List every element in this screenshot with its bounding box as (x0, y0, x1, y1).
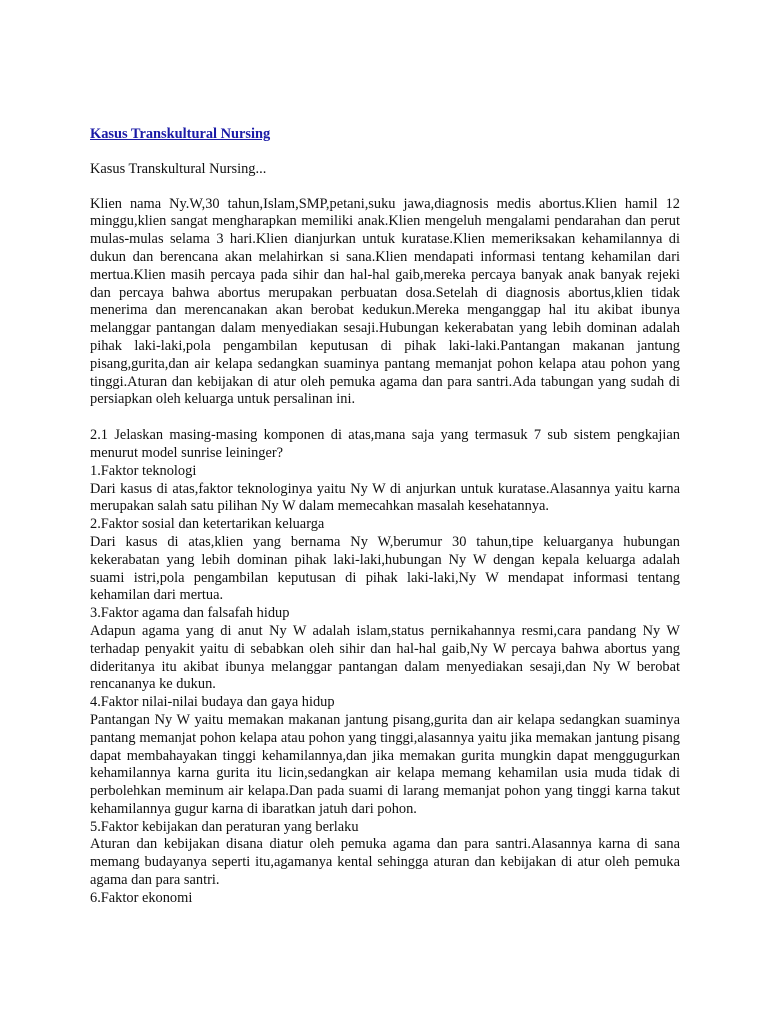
factor-section-3 (90, 605, 680, 694)
case-paragraph: Klien nama Ny.W,30 tahun,Islam,SMP,petani,suku jawa,diagnosis medis abortus.Klien hamil 12 minggu,klien sangat mengharapkan memiliki anak.Klien mengeluh mengalami pendarahan dan perut mulas-mulas selama 3 hari.Klien dianjurkan untuk kuratase.Klien memeriksakan kehamilannya di dukun dan berencana akan melahirkan si sana.Klien mendapati informasi tentang kehamilan dari mertua.Klien masih percaya pada sihir dan hal-hal gaib,mereka percaya banyak anak banyak rejeki dan percaya bahwa abortus merupakan perbuatan dosa.Setelah di diagnosis abortus,klien tidak menerima dan merencanakan akan berobat kedukun.Mereka menganggap hal itu akibat ibunya melanggar pantangan dalam menyediakan sesaji.Hubungan kekerabatan yang lebih dominan adalah pihak laki-laki,pola pengambilan keputusan di pihak laki-laki.Pantangan makanan jantung pisang,gurita,dan air kelapa sedangkan suaminya pantang memanjat pohon kelapa atau pohon yang tinggi.Aturan dan kebijakan di atur oleh pemuka agama dan para santri.Ada tabungan yang sudah di persiapkan oleh keluarga untuk persalinan ini. (90, 195, 680, 408)
factor-heading: 6.Faktor ekonomi (90, 889, 193, 906)
factor-heading: 3.Faktor agama dan falsafah hidup (90, 605, 290, 622)
factor-text: Aturan dan kebijakan disana diatur oleh pemuka agama dan para santri.Alasannya karna di sana memang budayanya seperti itu,agamanya kental sehingga aturan dan kebijakan di atur oleh pemuka agama dan para santri. (90, 836, 680, 889)
question-paragraph: 2.1 Jelaskan masing-masing komponen di atas,mana saja yang termasuk 7 sub sistem pengkajian menurut model sunrise leininger? (90, 427, 680, 461)
factor-section-5 (90, 819, 680, 890)
factor-heading: 5.Faktor kebijakan dan peraturan yang berlaku (90, 818, 359, 835)
factor-text: Dari kasus di atas,klien yang bernama Ny W,berumur 30 tahun,tipe keluarganya hubungan kekerabatan yang lebih dominan pihak laki-laki,hubungan Ny W dengan kepala keluarga adalah suami istri,pola pengambilan keputusan di pihak laki-laki,Ny W mendapat informasi tentang kehamilan dari mertua. (90, 533, 680, 604)
factor-section-6 (90, 890, 680, 908)
factor-section-1 (90, 463, 680, 516)
factor-section-2 (90, 516, 680, 605)
factor-heading: 2.Faktor sosial dan ketertarikan keluarga (90, 516, 325, 533)
title-link[interactable]: Kasus Transkultural Nursing (90, 126, 271, 142)
factor-heading: 4.Faktor nilai-nilai budaya dan gaya hidup (90, 694, 335, 711)
factor-section-4 (90, 694, 680, 819)
factor-text: Pantangan Ny W yaitu memakan makanan jantung pisang,gurita dan air kelapa sedangkan suaminya pantang memanjat pohon kelapa atau pohon yang tinggi,alasannya yaitu jika memakan jantung pisang dapat membahayakan tinggi kehamilannya,dan jika memakan gurita mungkin dapat menggugurkan kehamilannya karna gurita itu licin,sedangkan air kelapa memang kehamilan usia muda tidak di perbolehkan meminum air kelapa.Dan pada suami di larang memanjat pohon yang tinggi karna takut kehamilannya gugur karna di ibaratkan jatuh dari pohon. (90, 711, 680, 817)
factor-text: Dari kasus di atas,faktor teknologinya yaitu Ny W di anjurkan untuk kuratase.Alasannya yaitu karna merupakan salah satu pilihan Ny W dalam memecahkan masalah kesehatannya. (90, 480, 680, 515)
factor-text: Adapun agama yang di anut Ny W adalah islam,status pernikahannya resmi,cara pandang Ny W terhadap penyakit yaitu di sebabkan oleh sihir dan hal-hal gaib,Ny W percaya bahwa abortus yang dideritanya itu akibat ibunya melanggar pantangan dalam menyediakan sesaji,dan Ny W berobat rencananya ke dukun. (90, 622, 680, 693)
factor-heading: 1.Faktor teknologi (90, 462, 197, 479)
subtitle: Kasus Transkultural Nursing... (90, 160, 267, 177)
